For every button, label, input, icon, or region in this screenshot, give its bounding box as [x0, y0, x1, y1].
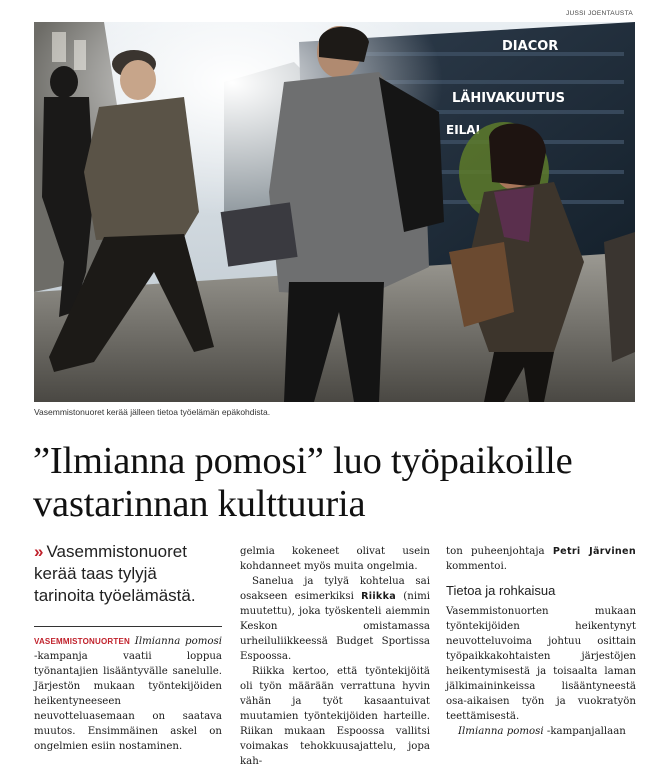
body-text: -kampanja vaatii loppua työnantajien lisääntyvälle sanelulle. Järjestön mukaan työntekijöiden heikentyneeseen neuvotteluasemaan on saatava muutos. Ensimmäinen askel on ongelmien esiin nostaminen.: [34, 651, 222, 752]
headline: [33, 440, 633, 526]
body-paragraph: [446, 544, 636, 574]
person-name: Petri Järvinen: [552, 546, 636, 557]
chevron-icon: »: [34, 542, 44, 561]
column-3: [446, 544, 636, 739]
body-paragraph: [34, 634, 222, 754]
body-paragraph: Riikka kertoo, että työntekijöitä oli työn määrään verrattuna hyvin vähän ja työt kasaantuivat muutamien työntekijöiden harteille. Riikan mukaan Espoossa vallitsi voimakas tehokkuusajattelu, jopa kah-: [240, 666, 430, 767]
body-text: -kampanjallaan: [546, 726, 626, 737]
column-1: [34, 541, 222, 754]
lead-text: Vasemmistonuoret kerää taas tylyjä tarinoita työelämästä.: [34, 542, 196, 605]
article-photo: [34, 22, 635, 402]
photo-credit: JUSSI JOENTAUSTA: [565, 10, 633, 17]
campaign-name: Ilmianna pomosi: [458, 726, 544, 737]
person-name: Riikka: [361, 591, 397, 602]
subheading: Tietoa ja rohkaisua: [446, 583, 556, 598]
body-paragraph: Vasemmistonuorten mukaan työntekijöiden heikentynyt neuvotteluvoima johtuu osittain työpaikkakohtaisten järjestöjen heikentymisestä ja toisaalta laman jälkimaininkeissa lisääntyneestä osa-aikaisen työn ja vuokratyön teettämisestä.: [446, 606, 636, 722]
body-paragraph: [446, 724, 636, 739]
body-paragraph: gelmia kokeneet olivat usein kohdanneet myös muita ongelmia.: [240, 546, 430, 572]
divider: [34, 626, 222, 627]
lead-paragraph: [34, 541, 222, 607]
photo-caption: Vasemmistonuoret kerää jälleen tietoa työelämän epäkohdista.: [34, 407, 271, 417]
kicker: VASEMMISTONUORTEN: [34, 637, 130, 646]
column-2: [240, 544, 430, 769]
headline-line-2: vastarinnan kulttuuria: [33, 483, 366, 525]
headline-line-1: ”Ilmianna pomosi” luo työpaikoille: [33, 440, 573, 482]
body-text: ton puheenjohtaja: [446, 546, 545, 557]
body-text: kommentoi.: [446, 561, 507, 572]
body-text: (nimi muutettu), joka työskenteli aiemmin Keskon omistamassa urheiluliikkeessä Budget Sportissa Espoossa.: [240, 591, 430, 662]
campaign-name: Ilmianna pomosi: [134, 636, 222, 647]
body-text: Sanelua ja tylyä kohtelua sai osakseen esimerkiksi: [240, 576, 430, 602]
body-paragraph: [240, 574, 430, 664]
